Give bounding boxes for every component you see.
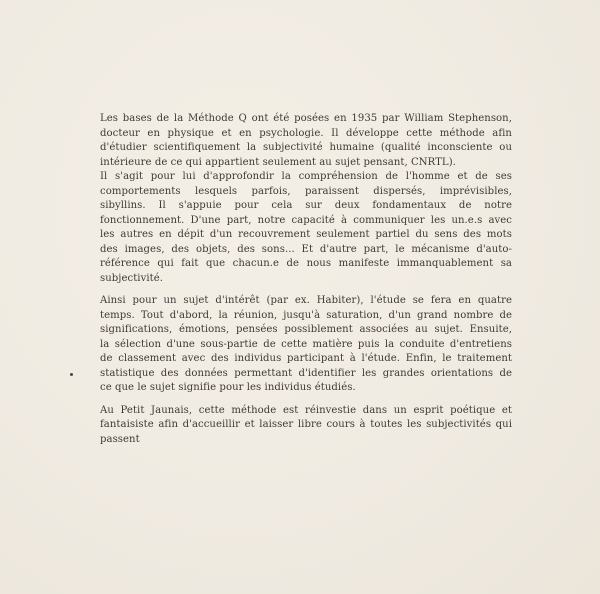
- text-line: subjectivité.: [100, 272, 164, 284]
- text-line: des images, des objets, des sons... Et d'autre part, le mécanisme d'auto-: [100, 243, 512, 255]
- text-line: comportements lesquels parfois, paraissent dispersés, imprévisibles,: [100, 185, 512, 197]
- text-line: Ainsi pour un sujet d'intérêt (par ex. Habiter), l'étude se fera en quatre: [100, 295, 512, 306]
- text-line: sibyllins. Il s'appuie pour cela sur deux fondamentaux de notre: [100, 200, 512, 211]
- ink-speck: [70, 373, 73, 376]
- text-line: docteur en physique et en psychologie. Il développe cette méthode afin: [100, 127, 512, 139]
- paragraph-petit-jaunais: [100, 404, 512, 448]
- text-line: Il s'agit pour lui d'approfondir la compréhension de l'homme et de ses: [100, 171, 512, 182]
- text-line: les autres en dépit d'un recouvrement seulement partiel du sens des mots: [100, 229, 512, 240]
- text-line: Au Petit Jaunais, cette méthode est réinvestie dans un esprit poétique et: [100, 404, 512, 416]
- text-line: intérieure de ce qui appartient seulement au sujet pensant, CNRTL).: [100, 156, 456, 168]
- text-line: temps. Tout d'abord, la réunion, jusqu'à saturation, d'un grand nombre de: [100, 309, 512, 321]
- text-line: ce que le sujet signifie pour les individus étudiés.: [100, 382, 356, 393]
- text-line: de classement avec des individus participant à l'étude. Enfin, le traitement: [100, 353, 512, 364]
- document-text: [100, 112, 512, 455]
- text-line: statistique des données permettant d'identifier les grandes orientations de: [100, 367, 512, 379]
- text-line: référence qui fait que chacun.e de nous manifeste immanquablement sa: [100, 258, 512, 269]
- paragraph-method-origins: [100, 112, 512, 286]
- paragraph-study-steps: [100, 294, 512, 396]
- text-line: passent: [100, 433, 140, 445]
- text-line: Les bases de la Méthode Q ont été posées en 1935 par William Stephenson,: [100, 113, 512, 124]
- text-line: significations, émotions, pensées possiblement associées au sujet. Ensuite,: [100, 324, 512, 335]
- text-line: fantaisiste afin d'accueillir et laisser libre cours à toutes les subjectivités qui: [100, 419, 512, 430]
- text-line: la sélection d'une sous-partie de cette matière puis la conduite d'entretiens: [100, 338, 512, 350]
- text-line: d'étudier scientifiquement la subjectivité humaine (qualité inconsciente ou: [100, 142, 512, 153]
- text-line: fonctionnement. D'une part, notre capacité à communiquer les un.e.s avec: [100, 214, 512, 226]
